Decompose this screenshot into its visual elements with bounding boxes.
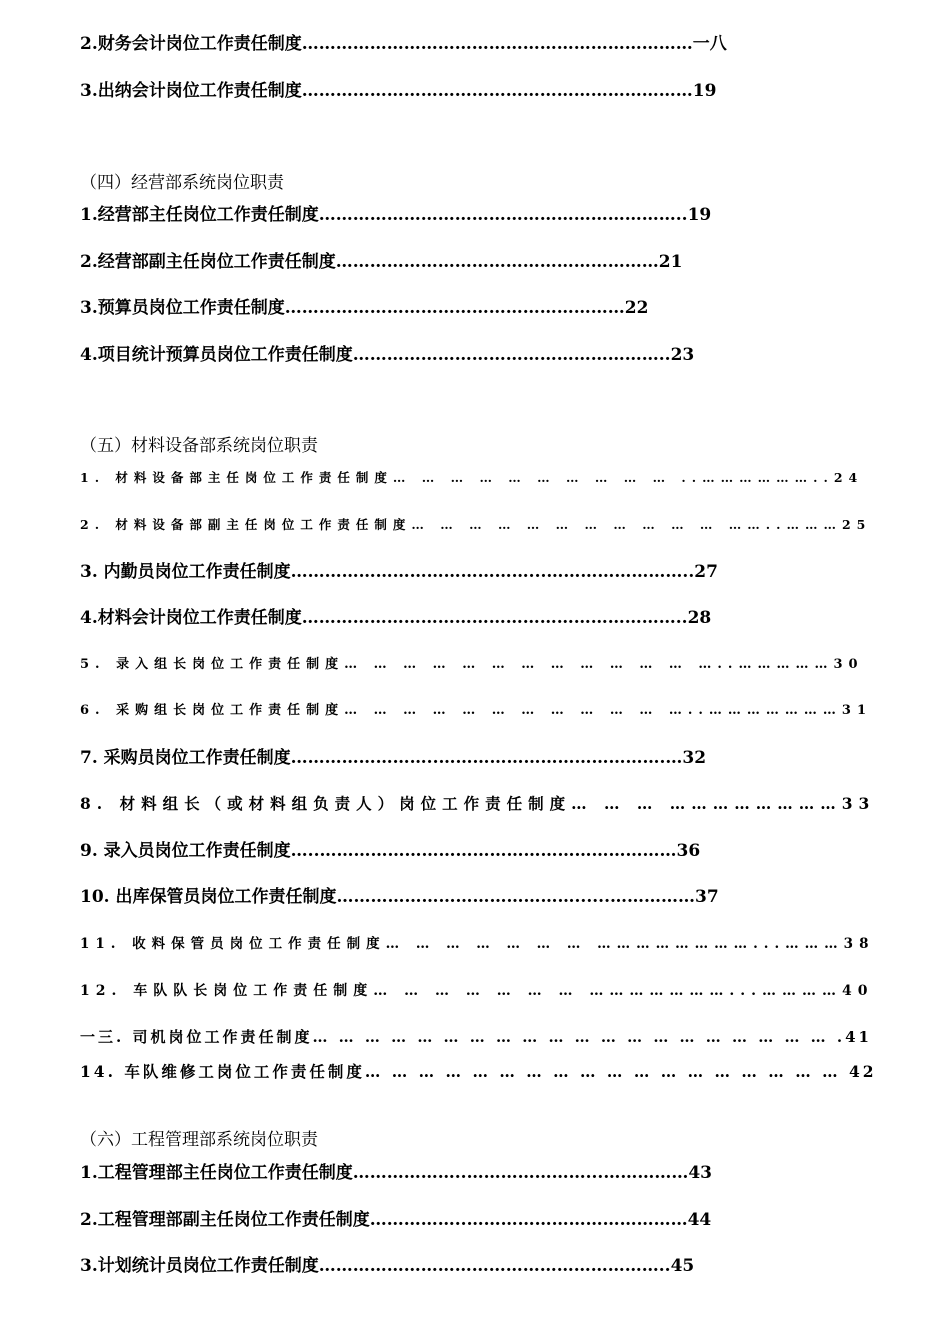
toc-entry[interactable]: 1. 材料设备部主任岗位工作责任制度… … … … … … … … … … ..………………..24 [80,470,864,485]
toc-entry[interactable]: 1.经营部主任岗位工作责任制度………………………………………………………..19 [80,205,712,225]
toc-entry[interactable]: 5. 录入组长岗位工作责任制度… … … … … … … … … … … … …..……………30 [80,657,864,672]
toc-entry[interactable]: 4.材料会计岗位工作责任制度…………………………………………………………..28 [80,608,712,628]
toc-entry[interactable]: 2. 材料设备部副主任岗位工作责任制度… … … … … … … … … … … ……..………25 [80,517,872,532]
section-heading-materials: （五）材料设备部系统岗位职责 [80,436,318,456]
toc-entry[interactable]: 12. 车队队长岗位工作责任制度… … … … … … … …………………...…………40 [80,983,874,999]
toc-entry-cashier[interactable]: 3.出纳会计岗位工作责任制度……………………………………………………………19 [80,81,717,101]
toc-entry[interactable]: 1.工程管理部主任岗位工作责任制度………………..…………………...……………43 [80,1163,712,1183]
toc-entry[interactable]: 3. 内勤员岗位工作责任制度……………………………………...……………………..27 [80,562,718,582]
toc-entry[interactable]: 3.计划统计员岗位工作责任制度……………………………………………………..45 [80,1256,695,1276]
toc-entry[interactable]: 2.经营部副主任岗位工作责任制度…………………………………………………21 [80,252,683,272]
toc-entry[interactable]: 8. 材料组长（或材料组负责人）岗位工作责任制度… … … ……………………33 [80,794,876,813]
toc-entry[interactable]: 14. 车队维修工岗位工作责任制度… … … … … … … … … … … … … … … … … … 42 [80,1062,877,1081]
toc-entry[interactable]: 3.预算员岗位工作责任制度……………………………………………………22 [80,298,649,318]
toc-entry[interactable]: 7. 采购员岗位工作责任制度……………………..………………………………….…32 [80,748,707,768]
toc-entry-financial-accountant[interactable]: 2.财务会计岗位工作责任制度……………………………………………………………一八 [80,34,727,54]
toc-entry[interactable]: 4.项目统计预算员岗位工作责任制度………………………………………………..23 [80,345,695,365]
toc-entry[interactable]: 9. 录入员岗位工作责任制度…..………………………………………………………36 [80,841,701,861]
toc-entry[interactable]: 11. 收料保管员岗位工作责任制度… … … … … … … ……………………...………38 [80,936,875,952]
toc-entry[interactable]: 一三. 司机岗位工作责任制度… … … … … … … … … … … … … … … … … … … … .41 [80,1028,872,1046]
toc-entry[interactable]: 6. 采购组长岗位工作责任制度… … … … … … … … … … … …..…………………31 [80,703,873,718]
toc-entry[interactable]: 2.工程管理部副主任岗位工作责任制度……………..…………………………………44 [80,1210,712,1230]
section-heading-engineering: （六）工程管理部系统岗位职责 [80,1130,318,1150]
toc-entry[interactable]: 10. 出库保管员岗位工作责任制度……………………………………......……………37 [80,887,719,907]
section-heading-operations: （四）经营部系统岗位职责 [80,173,284,193]
